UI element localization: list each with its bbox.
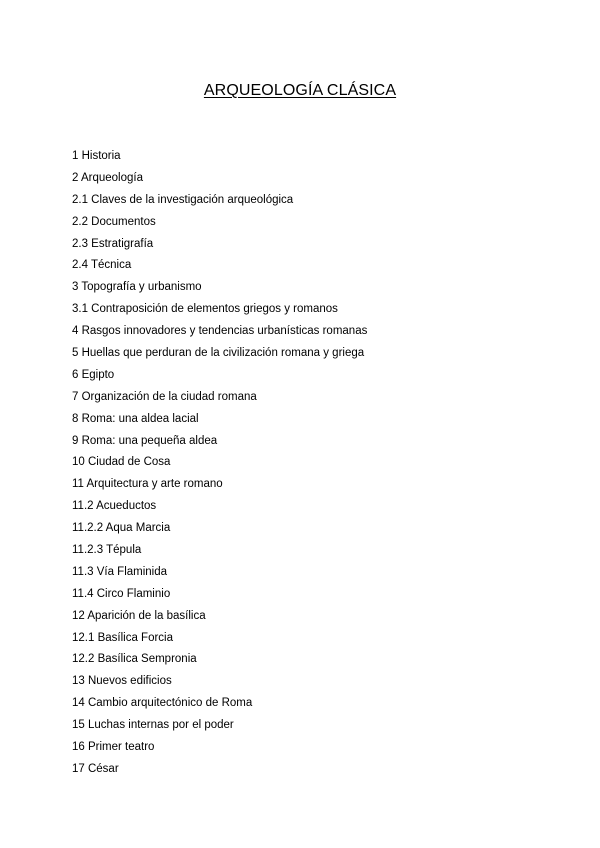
toc-item: 11.2.3 Tépula xyxy=(72,544,142,557)
toc-item: 11.4 Circo Flaminio xyxy=(72,587,171,600)
toc-item: 4 Rasgos innovadores y tendencias urbanísticas romanas xyxy=(72,325,368,338)
toc-item: 7 Organización de la ciudad romana xyxy=(72,390,257,403)
toc-item: 11.2.2 Aqua Marcia xyxy=(72,522,171,535)
toc-item: 2.2 Documentos xyxy=(72,215,156,228)
toc-item: 11.3 Vía Flaminida xyxy=(72,565,168,578)
toc-item: 2 Arqueología xyxy=(72,171,143,184)
document-title: ARQUEOLOGÍA CLÁSICA xyxy=(203,82,397,99)
toc-item: 2.1 Claves de la investigación arqueológica xyxy=(72,193,294,206)
table-of-contents xyxy=(72,146,367,781)
toc-item: 3.1 Contraposición de elementos griegos y romanos xyxy=(72,303,338,316)
toc-item: 17 César xyxy=(72,762,119,775)
toc-item: 16 Primer teatro xyxy=(72,741,155,754)
toc-item: 11.2 Acueductos xyxy=(72,500,157,513)
toc-item: 12.2 Basílica Sempronia xyxy=(72,653,197,666)
toc-item: 8 Roma: una aldea lacial xyxy=(72,412,199,425)
toc-item: 13 Nuevos edificios xyxy=(72,675,172,688)
toc-item: 6 Egipto xyxy=(72,368,115,381)
toc-item: 11 Arquitectura y arte romano xyxy=(72,478,223,491)
toc-item: 10 Ciudad de Cosa xyxy=(72,456,171,469)
toc-item: 15 Luchas internas por el poder xyxy=(72,719,234,732)
toc-item: 2.3 Estratigrafía xyxy=(72,237,154,250)
toc-item: 12.1 Basílica Forcia xyxy=(72,631,173,644)
toc-item: 9 Roma: una pequeña aldea xyxy=(72,434,218,447)
toc-item: 3 Topografía y urbanismo xyxy=(72,281,202,294)
toc-item: 2.4 Técnica xyxy=(72,259,132,272)
toc-item: 5 Huellas que perduran de la civilización romana y griega xyxy=(72,347,365,360)
toc-item: 12 Aparición de la basílica xyxy=(72,609,206,622)
toc-item: 1 Historia xyxy=(72,150,121,162)
toc-item: 14 Cambio arquitectónico de Roma xyxy=(72,697,253,710)
